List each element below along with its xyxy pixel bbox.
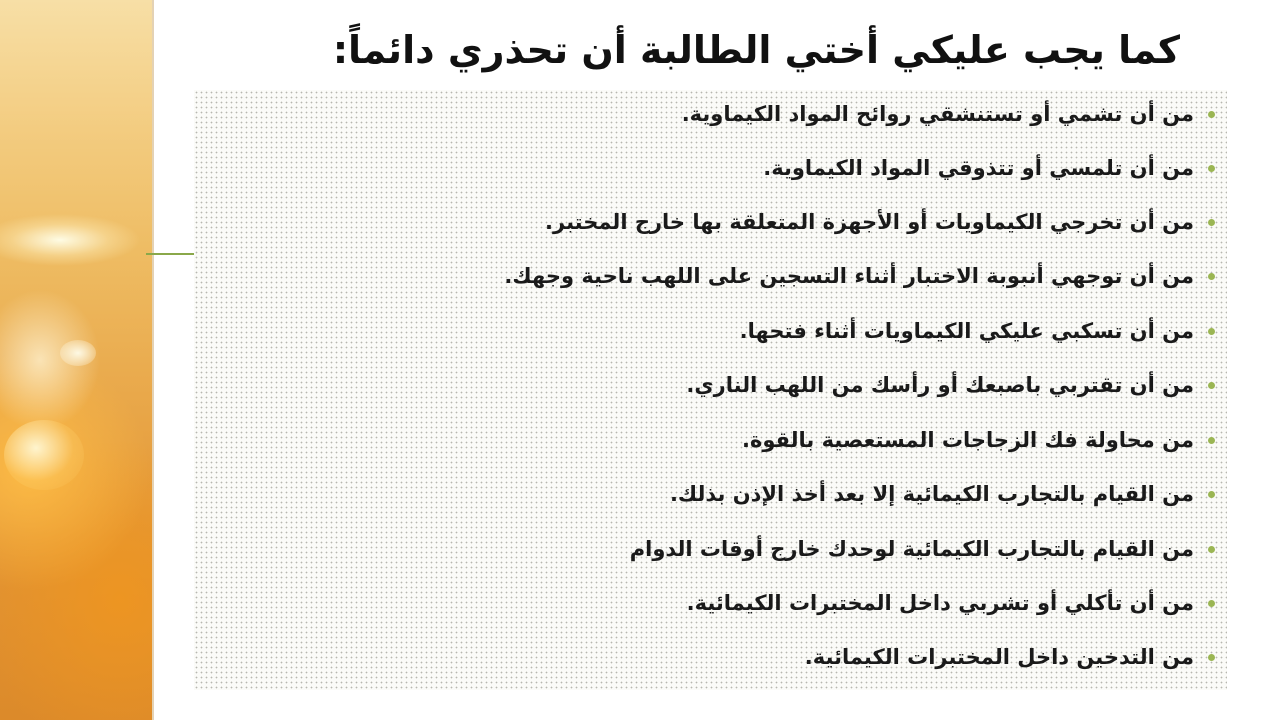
bullet-text: من القيام بالتجارب الكيمائية لوحدك خارج أوقات الدوام [629,537,1194,561]
photo-divider [152,0,154,720]
bullet-icon [1208,219,1215,226]
bullet-item [686,365,1215,405]
bullet-text: من أن تلمسي أو تتذوقي المواد الكيماوية. [763,156,1194,180]
bullet-icon [1208,328,1215,335]
bullet-item [670,474,1215,514]
bullet-icon [1208,600,1215,607]
bullet-item [805,637,1215,677]
light-bulb-photo [0,0,152,720]
bullet-icon [1208,382,1215,389]
bullet-item [682,94,1215,134]
bullet-item [763,148,1215,188]
bullet-text: من التدخين داخل المختبرات الكيمائية. [804,645,1194,669]
content-box [194,90,1227,690]
bullet-icon [1208,491,1215,498]
bullet-text: من أن تأكلي أو تشربي داخل المختبرات الكيمائية. [686,591,1194,615]
bullet-icon [1208,165,1215,172]
bulb-highlight [60,340,96,366]
bullet-icon [1208,437,1215,444]
bullet-text: من محاولة فك الزجاجات المستعصية بالقوة. [741,428,1194,452]
bullet-item [740,311,1215,351]
bullet-item [687,583,1215,623]
bullet-icon [1208,111,1215,118]
bulb-glint [4,420,84,490]
bullet-item [742,420,1215,460]
bullet-item [504,256,1215,296]
bullet-icon [1208,654,1215,661]
slide-title: كما يجب عليكي أختي الطالبة أن تحذري دائماً: [332,28,1180,72]
bullet-text: من أن توجهي أنبوبة الاختبار أثناء التسجين على اللهب ناحية وجهك. [504,264,1194,288]
bullet-text: من أن تسكبي عليكي الكيماويات أثناء فتحها. [739,319,1194,343]
bullet-text: من القيام بالتجارب الكيمائية إلا بعد أخذ الإذن بذلك. [669,482,1194,506]
bullet-item [545,202,1215,242]
bullet-item [630,529,1215,569]
accent-line [146,253,194,255]
bullet-text: من أن تشمي أو تستنشقي روائح المواد الكيماوية. [681,102,1194,126]
bullet-icon [1208,546,1215,553]
bullet-icon [1208,273,1215,280]
bullet-text: من أن تقتربي باصبعك أو رأسك من اللهب الناري. [686,373,1194,397]
bullet-text: من أن تخرجي الكيماويات أو الأجهزة المتعلقة بها خارج المختبر. [545,210,1194,234]
